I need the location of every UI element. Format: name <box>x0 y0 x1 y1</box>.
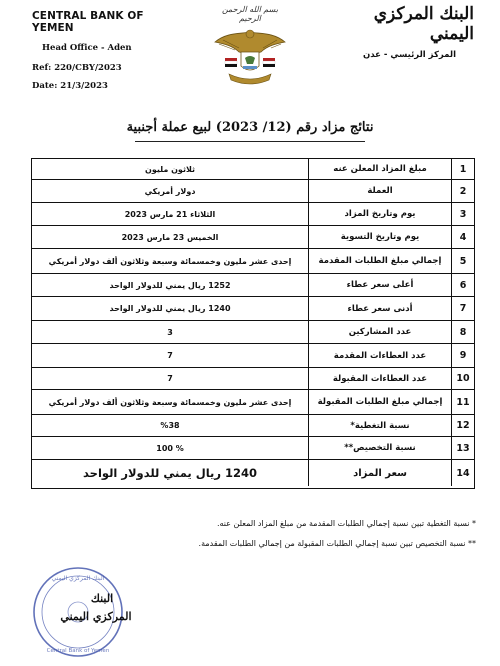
row-value: الثلاثاء 21 مارس 2023 <box>124 209 216 219</box>
table-row <box>32 203 474 226</box>
table-row <box>32 460 474 486</box>
row-value: 3 <box>167 327 173 337</box>
table-row <box>32 226 474 249</box>
table-row <box>32 159 474 180</box>
row-value: %38 <box>160 421 180 430</box>
table-row <box>32 297 474 321</box>
row-label: عدد العطاءات المقدمة <box>308 344 451 367</box>
row-label: أدنى سعر عطاء <box>308 297 451 320</box>
row-value: 1252 ريال يمني للدولار الواحد <box>109 280 231 290</box>
table-row <box>32 390 474 415</box>
row-number: 10 <box>451 368 474 389</box>
row-label: عدد المشاركين <box>308 321 451 343</box>
row-value: إحدى عشر مليون وخمسمائة وسبعة وثلاثون ألف دولار أمريكي <box>48 397 292 407</box>
row-number: 13 <box>451 437 474 459</box>
bank-stamp-icon <box>30 560 140 664</box>
svg-text:Central Bank of Yemen: Central Bank of Yemen <box>46 648 110 654</box>
yemen-emblem-icon <box>205 24 295 94</box>
document-date: Date: 21/3/2023 <box>32 81 108 91</box>
row-label: مبلغ المزاد المعلن عنه <box>308 159 451 179</box>
row-number: 5 <box>451 249 474 273</box>
row-number: 1 <box>451 159 474 179</box>
table-row <box>32 321 474 344</box>
row-number: 9 <box>451 344 474 367</box>
row-number: 8 <box>451 321 474 343</box>
table-row <box>32 437 474 460</box>
table-row <box>32 249 474 274</box>
row-label: يوم وتاريخ المزاد <box>308 203 451 225</box>
row-label: يوم وتاريخ التسوية <box>308 226 451 248</box>
head-office-arabic: المركز الرئيسي - عدن <box>362 50 456 60</box>
bank-name-arabic: البنك المركزي اليمني <box>373 4 474 44</box>
row-number: 11 <box>451 390 474 414</box>
row-label: نسبة التخصيص** <box>308 437 451 459</box>
row-number: 3 <box>451 203 474 225</box>
row-value: دولار أمريكي <box>144 186 196 196</box>
row-value: 7 <box>167 374 173 383</box>
footnotes <box>36 519 476 559</box>
row-label: إجمالي مبلغ الطلبات المقدمة <box>308 249 451 273</box>
document-title: نتائج مزاد رقم (12/ 2023) لبيع عملة أجنبية <box>126 120 374 135</box>
row-value: % 100 <box>156 443 184 453</box>
bank-name-english: CENTRAL BANK OF YEMEN <box>32 10 144 34</box>
title-underline <box>135 141 365 142</box>
row-label: عدد العطاءات المقبولة <box>308 368 451 389</box>
row-label: نسبة التغطية* <box>308 415 451 436</box>
basmala-text: بسم الله الرحمن الرحيم <box>221 5 279 23</box>
row-number: 7 <box>451 297 474 320</box>
row-number: 14 <box>451 460 474 486</box>
svg-text:البنك: البنك <box>90 592 114 605</box>
reference-number: Ref: 220/CBY/2023 <box>32 63 122 73</box>
svg-text:البنك المركزي اليمني: البنك المركزي اليمني <box>51 575 105 582</box>
footnote-allocation: ** نسبة التخصيص تبين نسبة إجمالي الطلبات المقبولة من إجمالي الطلبات المقدمة. <box>198 539 476 548</box>
row-value: ثلاثون مليون <box>144 164 196 174</box>
row-label: أعلى سعر عطاء <box>308 274 451 296</box>
table-row <box>32 180 474 203</box>
row-label: سعر المزاد <box>308 460 451 486</box>
row-number: 4 <box>451 226 474 248</box>
head-office-english: Head Office - Aden <box>42 43 132 53</box>
row-value: إحدى عشر مليون وخمسمائة وسبعة وثلاثون ألف دولار أمريكي <box>48 256 292 266</box>
header-english-block <box>32 10 182 91</box>
auction-results-table <box>31 158 475 489</box>
footnote-coverage: * نسبة التغطية تبين نسبة إجمالي الطلبات المقدمة من مبلغ المزاد المعلن عنه. <box>216 519 476 528</box>
row-value: الخميس 23 مارس 2023 <box>121 232 219 242</box>
row-number: 12 <box>451 415 474 436</box>
table-row <box>32 274 474 297</box>
svg-text:المركزي اليمني: المركزي اليمني <box>60 610 132 623</box>
row-value: 7 <box>167 351 173 360</box>
row-value: 1240 ريال يمني للدولار الواحد <box>109 304 231 313</box>
row-number: 2 <box>451 180 474 202</box>
table-row <box>32 415 474 437</box>
row-value: 1240 ريال يمني للدولار الواحد <box>83 466 257 480</box>
table-row <box>32 368 474 390</box>
row-number: 6 <box>451 274 474 296</box>
row-label: العملة <box>308 180 451 202</box>
table-row <box>32 344 474 368</box>
row-label: إجمالي مبلغ الطلبات المقبولة <box>308 390 451 414</box>
header-arabic-block <box>324 4 474 60</box>
